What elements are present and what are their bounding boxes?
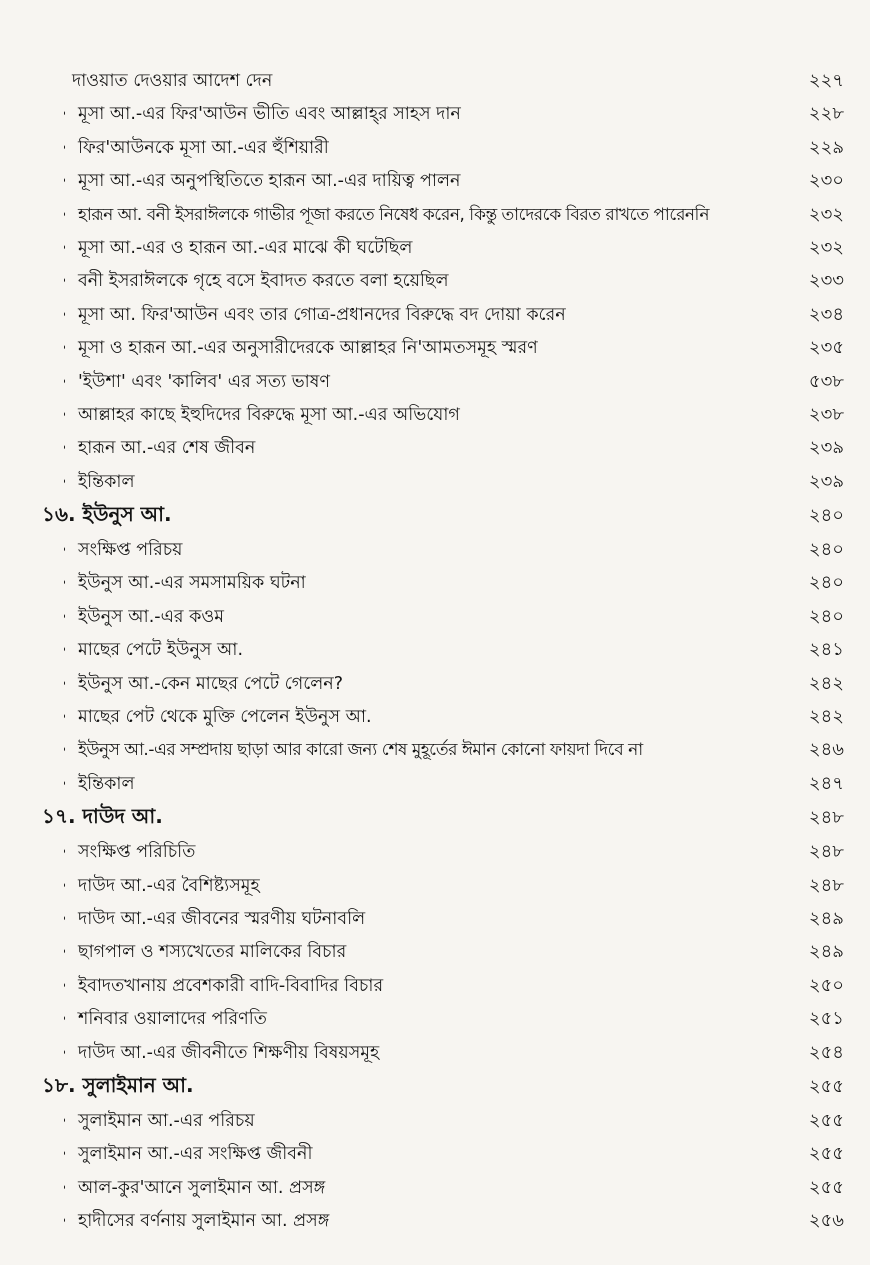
- toc-entry-title: • দাউদ আ.-এর বৈশিষ্ট্যসমূহ: [64, 873, 803, 902]
- toc-page-number: ২৩৪: [808, 303, 844, 325]
- toc-entry: [64, 1038, 844, 1071]
- toc-page-number: ২৪০: [808, 572, 844, 594]
- toc-page-number: ২৪০: [808, 605, 844, 627]
- toc-entry: [64, 266, 844, 299]
- toc-page-number: ২৫৬: [808, 1210, 844, 1232]
- toc-entry-title: ১৬. ইউনুস আ.: [42, 502, 172, 527]
- toc-page-number: ২৪৬: [808, 739, 844, 761]
- toc-page-number: ২২৯: [808, 136, 844, 158]
- toc-page-number: ২৫১: [808, 1008, 844, 1030]
- toc-entry: [64, 200, 844, 233]
- toc-entry-title: ১৭. দাউদ আ.: [42, 804, 163, 829]
- toc-entry-title: • ইউনুস আ.-এর সম্প্রদায় ছাড়া আর কারো জন্য শেষ মুহূর্তের ঈমান কোনো ফায়দা দিবে না: [64, 737, 803, 765]
- toc-page-number: ২৩৩: [808, 270, 844, 292]
- toc-page-number: ৫৩৮: [808, 370, 844, 392]
- toc-entry: [64, 904, 844, 937]
- toc-entry-title: • আল্লাহর কাছে ইহুদিদের বিরুদ্ধে মূসা আ.-এর অভিযোগ: [64, 402, 803, 431]
- toc-entry-title: • মাছের পেট থেকে মুক্তি পেলেন ইউনুস আ.: [64, 704, 803, 733]
- toc-entry: [64, 99, 844, 132]
- toc-entry-title: • ইউনুস আ.-এর কওম: [64, 604, 803, 633]
- toc-page-number: ২৫৫: [808, 1143, 844, 1165]
- toc-entry: [64, 837, 844, 870]
- toc-entry-title: • বনী ইসরাঈলকে গৃহে বসে ইবাদত করতে বলা হয়েছিল: [64, 268, 803, 297]
- toc-section-heading: [42, 1071, 844, 1106]
- toc-entry: [64, 166, 844, 199]
- toc-entry-title: • 'ইউশা' এবং 'কালিব' এর সত্য ভাষণ: [64, 369, 803, 398]
- toc-page-number: ২৩২: [808, 203, 844, 225]
- toc-entry: [64, 735, 844, 768]
- toc-entry: [64, 635, 844, 668]
- toc-entry-title: • মূসা আ.-এর অনুপস্থিতিতে হারূন আ.-এর দায়িত্ব পালন: [64, 168, 803, 197]
- toc-entry: [64, 535, 844, 568]
- toc-entry: [64, 669, 844, 702]
- toc-entry-title: • দাউদ আ.-এর জীবনের স্মরণীয় ঘটনাবলি: [64, 906, 803, 935]
- toc-entry: [64, 400, 844, 433]
- toc-page-number: ২৪২: [808, 706, 844, 728]
- toc-entry-title: • মূসা আ.-এর ও হারূন আ.-এর মাঝে কী ঘটেছিল: [64, 235, 803, 264]
- toc-page-number: ২৩৫: [808, 337, 844, 359]
- toc-entry-title: • দাউদ আ.-এর জীবনীতে শিক্ষণীয় বিষয়সমূহ: [64, 1040, 803, 1069]
- toc-entry-title: • সংক্ষিপ্ত পরিচয়: [64, 537, 803, 566]
- toc-page-number: ২৫৫: [808, 1176, 844, 1198]
- toc-entry-title: • ইন্তিকাল: [64, 469, 803, 498]
- toc-entry-title: • ছাগপাল ও শস্যখেতের মালিকের বিচার: [64, 939, 803, 968]
- toc-entry-title: • ইবাদতখানায় প্রবেশকারী বাদি-বিবাদির বিচার: [64, 973, 803, 1002]
- toc-entry-title: • মূসা আ. ফির'আউন এবং তার গোত্র-প্রধানদের বিরুদ্ধে বদ দোয়া করেন: [64, 302, 803, 331]
- toc-entry-title: • মূসা আ.-এর ফির'আউন ভীতি এবং আল্লাহ্‌র সাহস দান: [64, 101, 803, 130]
- toc-entry: [64, 300, 844, 333]
- toc-entry: [64, 937, 844, 970]
- toc-entry: [64, 871, 844, 904]
- table-of-contents: [42, 66, 844, 1240]
- toc-page-number: ২৪৮: [808, 807, 844, 829]
- toc-page-number: ২৩০: [808, 170, 844, 192]
- toc-page-number: ২৪০: [808, 539, 844, 561]
- toc-entry-title: • সংক্ষিপ্ত পরিচিতি: [64, 839, 803, 868]
- toc-page-number: ২৩২: [808, 236, 844, 258]
- toc-page-number: ২৫৫: [808, 1075, 844, 1097]
- toc-page-number: ২৪৯: [808, 941, 844, 963]
- toc-section-heading: [42, 802, 844, 837]
- toc-page-number: ২৫৪: [808, 1041, 844, 1063]
- toc-entry: [64, 602, 844, 635]
- toc-page-number: ২৩৯: [808, 437, 844, 459]
- toc-page-number: ২২৮: [808, 103, 844, 125]
- toc-entry-title: • মাছের পেটে ইউনুস আ.: [64, 637, 803, 666]
- toc-entry: [64, 66, 844, 99]
- toc-page-number: ২৪৮: [808, 874, 844, 896]
- toc-entry: [64, 433, 844, 466]
- toc-entry: [64, 971, 844, 1004]
- toc-page-number: ২৪১: [808, 639, 844, 661]
- toc-entry-title: ১৮. সুলাইমান আ.: [42, 1072, 194, 1097]
- toc-page-number: ২৩৯: [808, 470, 844, 492]
- toc-page-number: ২৩৮: [808, 403, 844, 425]
- toc-entry-title: • শনিবার ওয়ালাদের পরিণতি: [64, 1006, 803, 1035]
- toc-page-number: ২৪৮: [808, 841, 844, 863]
- toc-entry-title: • সুলাইমান আ.-এর সংক্ষিপ্ত জীবনী: [64, 1141, 803, 1170]
- toc-entry-title: • ফির'আউনকে মূসা আ.-এর হুঁশিয়ারী: [64, 135, 803, 164]
- toc-entry: [64, 1173, 844, 1206]
- toc-entry: [64, 467, 844, 500]
- toc-entry: [64, 568, 844, 601]
- toc-page-number: ২৫৫: [808, 1109, 844, 1131]
- toc-entry: [64, 1139, 844, 1172]
- toc-page-number: ২৫০: [808, 974, 844, 996]
- toc-entry-title: • ইউনুস আ.-কেন মাছের পেটে গেলেন?: [64, 671, 803, 700]
- toc-entry: [64, 702, 844, 735]
- toc-page-number: ২৪৭: [808, 772, 844, 794]
- toc-entry: [64, 769, 844, 802]
- toc-entry: [64, 1206, 844, 1239]
- toc-page-number: ২৪২: [808, 672, 844, 694]
- toc-entry-title: • ইউনুস আ.-এর সমসাময়িক ঘটনা: [64, 570, 803, 599]
- toc-entry-title: • আল-কুর'আনে সুলাইমান আ. প্রসঙ্গ: [64, 1175, 803, 1204]
- toc-section-heading: [42, 500, 844, 535]
- toc-entry: [64, 233, 844, 266]
- toc-entry: [64, 333, 844, 366]
- toc-page-number: ২২৭: [808, 70, 844, 91]
- toc-entry: [64, 1106, 844, 1139]
- toc-entry: [64, 133, 844, 166]
- toc-entry-title: দাওয়াত দেওয়ার আদেশ দেন: [72, 71, 273, 91]
- toc-entry-title: • মূসা ও হারূন আ.-এর অনুসারীদেরকে আল্লাহর নি'আমতসমূহ স্মরণ: [64, 335, 803, 364]
- toc-entry: [64, 367, 844, 400]
- toc-entry-title: • হাদীসের বর্ণনায় সুলাইমান আ. প্রসঙ্গ: [64, 1208, 803, 1237]
- toc-entry-title: • ইন্তিকাল: [64, 771, 803, 800]
- toc-entry-title: • সুলাইমান আ.-এর পরিচয়: [64, 1108, 803, 1137]
- toc-entry: [64, 1004, 844, 1037]
- toc-entry-title: • হারূন আ.-এর শেষ জীবন: [64, 435, 803, 464]
- toc-page-number: ২৪০: [808, 505, 844, 527]
- toc-entry-title: • হারূন আ. বনী ইসরাঈলকে গাভীর পূজা করতে নিষেধ করেন, কিন্তু তাদেরকে বিরত রাখতে পারেননি: [64, 202, 803, 230]
- toc-page-number: ২৪৯: [808, 907, 844, 929]
